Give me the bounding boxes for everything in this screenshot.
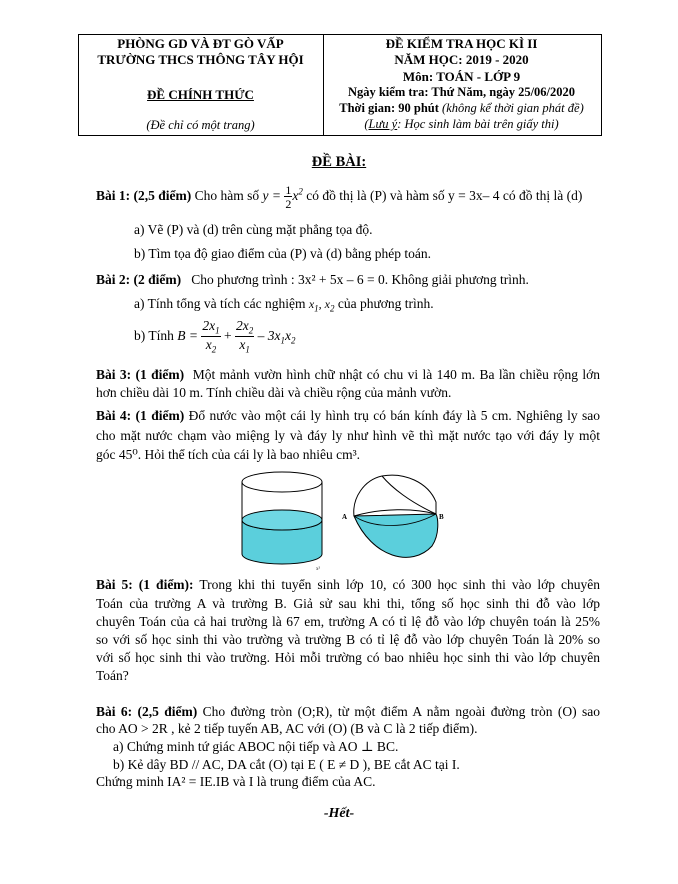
- bai1-a: a) Vẽ (P) và (d) trên cùng mặt phẳng tọa độ.: [134, 222, 373, 237]
- bai4-line3: góc 45⁰. Hỏi thể tích của cái ly là bao nhiêu cm³.: [96, 447, 361, 462]
- bai4-line2: cho mặt nước chạm vào miệng ly và đáy ly như hình vẽ thì mặt nước tạo với đáy ly một: [96, 428, 600, 443]
- bai5-line3: chuyên Toán của cả hai trường là 67 em, trường A có tỉ lệ đỗ vào lớp chuyên toán là 25%: [96, 614, 600, 629]
- bai5-line6: Toán?: [96, 668, 129, 683]
- bai6-line2: cho AO > 2R , kẻ 2 tiếp tuyến AB, AC với (O) (B và C là 2 tiếp điểm).: [96, 721, 478, 736]
- bai5-line5: với số học sinh thi vào trường. Hỏi mỗi trường có bao nhiêu học sinh thi vào lớp chuyên: [96, 650, 600, 665]
- bai1-fraction: $\frac{1}{2}$: [285, 183, 292, 211]
- upright-cylinder-icon: [242, 472, 322, 572]
- header-org: PHÒNG GD VÀ ĐT GÒ VẤP: [117, 36, 284, 51]
- bai3-label: Bài 3: (1 điểm): [96, 367, 185, 382]
- bai3-line1: [96, 367, 600, 383]
- footer-end: -Hết-: [323, 806, 355, 821]
- bai4-line1: [96, 408, 600, 424]
- figure-label-a: A: [342, 513, 348, 521]
- svg-text:x²: x²: [316, 567, 320, 572]
- bai5-line4: so với số học sinh thi vào trường và trường B có tỉ lệ đỗ vào lớp chuyên Toán là 20% so: [96, 632, 600, 647]
- header-pages-note: (Đề chỉ có một trang): [146, 118, 255, 132]
- bai1-intro-text: Cho hàm số: [194, 188, 260, 204]
- header-exam: ĐỀ KIỂM TRA HỌC KÌ II: [385, 36, 538, 51]
- bai4-figure: [232, 468, 448, 572]
- bai2-tail: – $3x_1x_2$: [257, 327, 296, 346]
- bai4-text1: Đổ nước vào một cái ly hình trụ có bán kính đáy là 5 cm. Nghiêng ly sao: [188, 408, 600, 423]
- header-school: TRƯỜNG THCS THÔNG TÂY HỘI: [97, 52, 304, 67]
- bai4-label: Bài 4: (1 điểm): [96, 408, 185, 423]
- bai2-frac2: $\frac{2x_2}{x_1}$: [235, 318, 254, 355]
- bai1-intro: [96, 184, 582, 210]
- figure-label-b: B: [439, 513, 444, 521]
- bai3-text1: Một mảnh vườn hình chữ nhật có chu vi là 140 m. Ba lần chiều rộng lớn: [192, 367, 601, 382]
- bai3-line2: hơn chiều dài 10 m. Tính chiều dài và chiều rộng của mảnh vườn.: [96, 385, 452, 400]
- bai1-mid: có đồ thị là (P) và hàm số y = 3x– 4 có đồ thị là (d): [306, 188, 583, 204]
- bai2-a-pre: a) Tính tổng và tích các nghiệm: [134, 296, 306, 311]
- header-date: Ngày kiểm tra: Thứ Năm, ngày 25/06/2020: [347, 85, 576, 99]
- bai2-a: [134, 296, 434, 313]
- bai1-label: Bài 1: [96, 188, 126, 204]
- bai6-text1: Cho đường tròn (O;R), từ một điểm A nằm ngoài đường tròn (O) sao: [202, 704, 600, 719]
- bai6-label: Bài 6: (2,5 điểm): [96, 704, 198, 719]
- bai1-points: : (2,5 điểm): [125, 188, 192, 204]
- bai5-line1: [96, 577, 600, 593]
- note-text: : Học sinh làm bài trên giấy thi): [397, 117, 559, 131]
- bai6-b: b) Kẻ dây BD // AC, DA cắt (O) tại E ( E ≠ D ), BE cắt AC tại I.: [113, 757, 460, 772]
- bai5-label: Bài 5: (1 điểm):: [96, 577, 194, 592]
- bai6-a: a) Chứng minh tứ giác ABOC nội tiếp và AO ⊥ BC.: [113, 739, 399, 754]
- time-label: Thời gian: 90 phút: [339, 101, 439, 115]
- bai2-line: [96, 272, 529, 288]
- bai2-b: [134, 319, 295, 354]
- header-time: [323, 101, 600, 116]
- note-label: Lưu ý: [368, 117, 398, 131]
- page-title: ĐỀ BÀI:: [311, 154, 367, 170]
- bai6-line1: [96, 704, 600, 720]
- bai6-c: Chứng minh IA² = IE.IB và I là trung điểm của AC.: [96, 774, 376, 789]
- tilted-cylinder-icon: [342, 475, 444, 557]
- bai2-a-post: của phương trình.: [337, 296, 434, 311]
- note-open: (: [364, 117, 369, 131]
- header-year: NĂM HỌC: 2019 - 2020: [394, 52, 529, 67]
- bai1-formula-x2: $x^2$: [292, 186, 303, 204]
- bai2-plus: +: [223, 327, 232, 343]
- bai2-label: Bài 2: (2 điểm): [96, 272, 182, 287]
- header-official: ĐỀ CHÍNH THỨC: [147, 87, 254, 102]
- header-note: [323, 117, 600, 132]
- bai2-b-pre: b) Tính: [134, 327, 174, 343]
- bai2-frac1: $\frac{2x_1}{x_2}$: [202, 318, 220, 355]
- time-note: (không kể thời gian phát đề): [442, 101, 584, 115]
- bai2-b-var: B =: [177, 327, 198, 343]
- bai5-line2: Toán của trường A và trường B. Giả sử sau khi thi, tổng số học sinh thi đỗ vào lớp: [96, 596, 600, 611]
- bai2-text: Cho phương trình : 3x² + 5x – 6 = 0. Không giải phương trình.: [191, 272, 529, 287]
- bai2-roots: $x_1$, $x_2$: [308, 297, 335, 314]
- bai5-text1: Trong khi thi tuyển sinh lớp 10, có 300 học sinh thi vào lớp chuyên: [199, 577, 600, 592]
- header-subject: Môn: TOÁN - LỚP 9: [402, 69, 521, 84]
- bai1-formula-y: y =: [262, 188, 281, 204]
- bai1-b: b) Tìm tọa độ giao điểm của (P) và (d) bằng phép toán.: [134, 246, 432, 261]
